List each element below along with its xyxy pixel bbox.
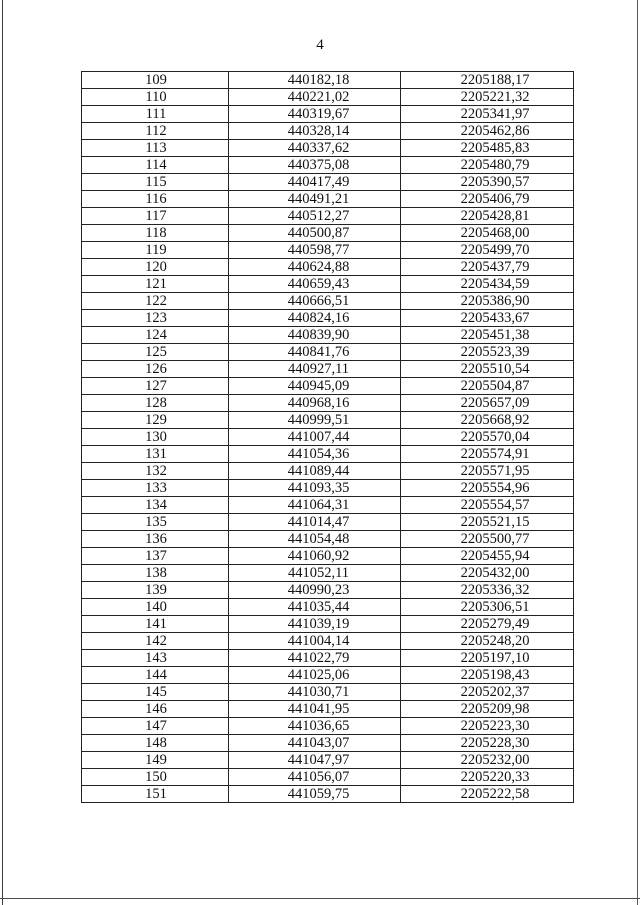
y-coordinate-cell: 2205406,79 [401,191,574,208]
y-coordinate-cell: 2205500,77 [401,531,574,548]
x-coordinate-cell: 441047,97 [229,752,401,769]
y-coordinate-cell: 2205232,00 [401,752,574,769]
x-coordinate-cell: 440666,51 [229,293,401,310]
table-row [82,276,574,293]
y-coordinate-cell: 2205188,17 [401,72,574,89]
table-row [82,344,574,361]
point-number-cell: 120 [82,259,229,276]
y-coordinate-cell: 2205499,70 [401,242,574,259]
point-number-cell: 134 [82,497,229,514]
point-number-cell: 114 [82,157,229,174]
y-coordinate-cell: 2205523,39 [401,344,574,361]
x-coordinate-cell: 440221,02 [229,89,401,106]
point-number-cell: 122 [82,293,229,310]
x-coordinate-cell: 441052,11 [229,565,401,582]
page-number: 4 [316,37,324,53]
y-coordinate-cell: 2205433,67 [401,310,574,327]
point-number-cell: 130 [82,429,229,446]
y-coordinate-cell: 2205279,49 [401,616,574,633]
table-row [82,106,574,123]
point-number-cell: 129 [82,412,229,429]
table-row [82,786,574,803]
table-row [82,497,574,514]
x-coordinate-cell: 440512,27 [229,208,401,225]
x-coordinate-cell: 440824,16 [229,310,401,327]
table-row [82,446,574,463]
y-coordinate-cell: 2205468,00 [401,225,574,242]
y-coordinate-cell: 2205570,04 [401,429,574,446]
table-row [82,293,574,310]
coordinates-table-body [82,72,574,803]
y-coordinate-cell: 2205209,98 [401,701,574,718]
y-coordinate-cell: 2205455,94 [401,548,574,565]
point-number-cell: 111 [82,106,229,123]
table-row [82,735,574,752]
point-number-cell: 119 [82,242,229,259]
point-number-cell: 121 [82,276,229,293]
y-coordinate-cell: 2205221,32 [401,89,574,106]
point-number-cell: 113 [82,140,229,157]
point-number-cell: 135 [82,514,229,531]
point-number-cell: 133 [82,480,229,497]
y-coordinate-cell: 2205571,95 [401,463,574,480]
x-coordinate-cell: 440598,77 [229,242,401,259]
x-coordinate-cell: 441030,71 [229,684,401,701]
table-row [82,361,574,378]
table-row [82,514,574,531]
table-row [82,565,574,582]
table-row [82,225,574,242]
scan-edge-bottom [0,898,640,899]
scan-edge-left [2,0,3,905]
table-row [82,769,574,786]
y-coordinate-cell: 2205428,81 [401,208,574,225]
x-coordinate-cell: 440417,49 [229,174,401,191]
x-coordinate-cell: 440328,14 [229,123,401,140]
point-number-cell: 112 [82,123,229,140]
table-row [82,684,574,701]
point-number-cell: 143 [82,650,229,667]
point-number-cell: 140 [82,599,229,616]
point-number-cell: 147 [82,718,229,735]
point-number-cell: 117 [82,208,229,225]
x-coordinate-cell: 440841,76 [229,344,401,361]
y-coordinate-cell: 2205521,15 [401,514,574,531]
point-number-cell: 116 [82,191,229,208]
point-number-cell: 150 [82,769,229,786]
y-coordinate-cell: 2205220,33 [401,769,574,786]
table-row [82,650,574,667]
x-coordinate-cell: 441036,65 [229,718,401,735]
point-number-cell: 137 [82,548,229,565]
y-coordinate-cell: 2205451,38 [401,327,574,344]
y-coordinate-cell: 2205462,86 [401,123,574,140]
table-row [82,701,574,718]
y-coordinate-cell: 2205198,43 [401,667,574,684]
y-coordinate-cell: 2205485,83 [401,140,574,157]
x-coordinate-cell: 441007,44 [229,429,401,446]
point-number-cell: 139 [82,582,229,599]
point-number-cell: 124 [82,327,229,344]
x-coordinate-cell: 441059,75 [229,786,401,803]
y-coordinate-cell: 2205248,20 [401,633,574,650]
x-coordinate-cell: 440337,62 [229,140,401,157]
table-row [82,752,574,769]
point-number-cell: 136 [82,531,229,548]
x-coordinate-cell: 441089,44 [229,463,401,480]
point-number-cell: 144 [82,667,229,684]
point-number-cell: 118 [82,225,229,242]
point-number-cell: 151 [82,786,229,803]
x-coordinate-cell: 440500,87 [229,225,401,242]
point-number-cell: 127 [82,378,229,395]
point-number-cell: 126 [82,361,229,378]
table-row [82,395,574,412]
point-number-cell: 132 [82,463,229,480]
table-row [82,480,574,497]
scan-edge-right [637,0,638,905]
x-coordinate-cell: 441004,14 [229,633,401,650]
table-row [82,616,574,633]
table-row [82,242,574,259]
y-coordinate-cell: 2205197,10 [401,650,574,667]
x-coordinate-cell: 441041,95 [229,701,401,718]
y-coordinate-cell: 2205657,09 [401,395,574,412]
table-row [82,429,574,446]
x-coordinate-cell: 441054,36 [229,446,401,463]
table-row [82,582,574,599]
x-coordinate-cell: 441025,06 [229,667,401,684]
y-coordinate-cell: 2205434,59 [401,276,574,293]
table-row [82,89,574,106]
x-coordinate-cell: 440990,23 [229,582,401,599]
point-number-cell: 149 [82,752,229,769]
table-row [82,599,574,616]
x-coordinate-cell: 441054,48 [229,531,401,548]
coordinates-table [81,71,574,803]
table-row [82,191,574,208]
table-row [82,140,574,157]
point-number-cell: 142 [82,633,229,650]
y-coordinate-cell: 2205341,97 [401,106,574,123]
y-coordinate-cell: 2205432,00 [401,565,574,582]
x-coordinate-cell: 441093,35 [229,480,401,497]
x-coordinate-cell: 440968,16 [229,395,401,412]
x-coordinate-cell: 440624,88 [229,259,401,276]
y-coordinate-cell: 2205336,32 [401,582,574,599]
x-coordinate-cell: 440839,90 [229,327,401,344]
point-number-cell: 125 [82,344,229,361]
point-number-cell: 115 [82,174,229,191]
table-row [82,72,574,89]
point-number-cell: 145 [82,684,229,701]
table-row [82,378,574,395]
x-coordinate-cell: 440945,09 [229,378,401,395]
point-number-cell: 109 [82,72,229,89]
table-row [82,157,574,174]
table-row [82,463,574,480]
point-number-cell: 146 [82,701,229,718]
table-row [82,531,574,548]
y-coordinate-cell: 2205480,79 [401,157,574,174]
x-coordinate-cell: 440375,08 [229,157,401,174]
x-coordinate-cell: 441022,79 [229,650,401,667]
point-number-cell: 141 [82,616,229,633]
y-coordinate-cell: 2205574,91 [401,446,574,463]
x-coordinate-cell: 440659,43 [229,276,401,293]
point-number-cell: 138 [82,565,229,582]
y-coordinate-cell: 2205222,58 [401,786,574,803]
table-row [82,208,574,225]
x-coordinate-cell: 441035,44 [229,599,401,616]
x-coordinate-cell: 440999,51 [229,412,401,429]
x-coordinate-cell: 440182,18 [229,72,401,89]
table-row [82,310,574,327]
y-coordinate-cell: 2205554,57 [401,497,574,514]
x-coordinate-cell: 441056,07 [229,769,401,786]
y-coordinate-cell: 2205554,96 [401,480,574,497]
y-coordinate-cell: 2205228,30 [401,735,574,752]
x-coordinate-cell: 440491,21 [229,191,401,208]
point-number-cell: 148 [82,735,229,752]
x-coordinate-cell: 441039,19 [229,616,401,633]
point-number-cell: 110 [82,89,229,106]
x-coordinate-cell: 441014,47 [229,514,401,531]
table-row [82,259,574,276]
table-row [82,548,574,565]
point-number-cell: 128 [82,395,229,412]
y-coordinate-cell: 2205223,30 [401,718,574,735]
point-number-cell: 123 [82,310,229,327]
y-coordinate-cell: 2205668,92 [401,412,574,429]
table-row [82,123,574,140]
table-row [82,667,574,684]
x-coordinate-cell: 440927,11 [229,361,401,378]
table-row [82,327,574,344]
x-coordinate-cell: 441064,31 [229,497,401,514]
table-row [82,718,574,735]
y-coordinate-cell: 2205510,54 [401,361,574,378]
y-coordinate-cell: 2205386,90 [401,293,574,310]
x-coordinate-cell: 440319,67 [229,106,401,123]
y-coordinate-cell: 2205390,57 [401,174,574,191]
y-coordinate-cell: 2205437,79 [401,259,574,276]
x-coordinate-cell: 441060,92 [229,548,401,565]
y-coordinate-cell: 2205504,87 [401,378,574,395]
y-coordinate-cell: 2205202,37 [401,684,574,701]
y-coordinate-cell: 2205306,51 [401,599,574,616]
table-row [82,633,574,650]
x-coordinate-cell: 441043,07 [229,735,401,752]
table-row [82,174,574,191]
point-number-cell: 131 [82,446,229,463]
table-row [82,412,574,429]
